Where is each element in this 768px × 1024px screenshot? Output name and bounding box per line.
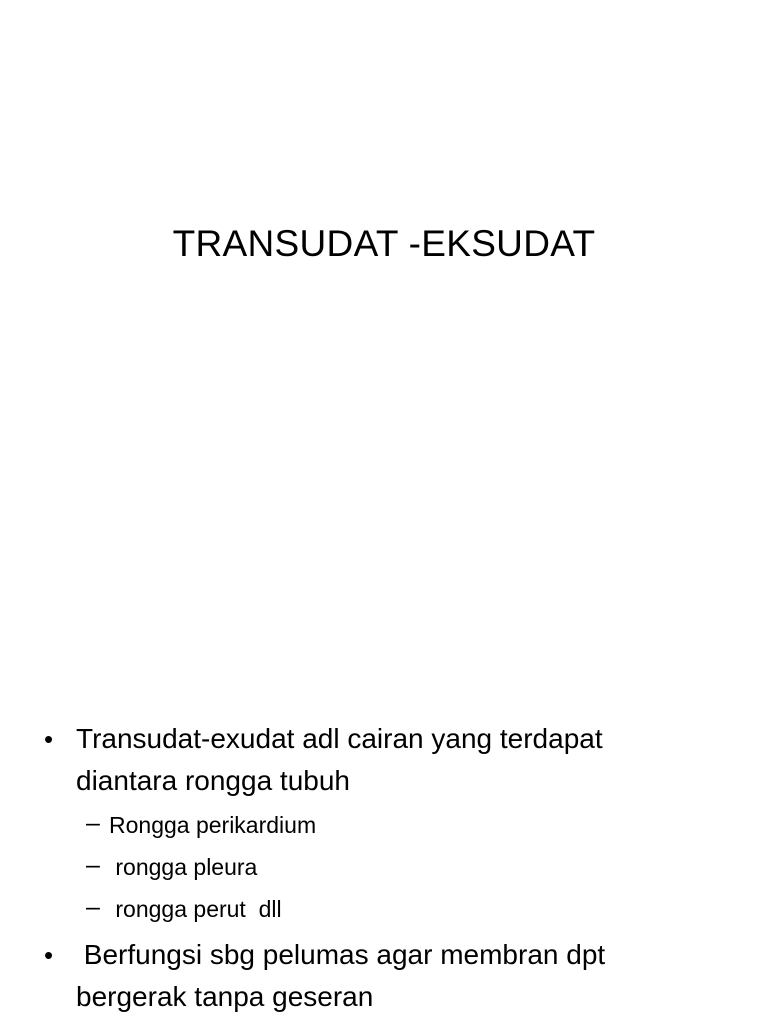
bullet-icon: •	[44, 940, 54, 970]
sub-bullet-text: Rongga perikardium	[109, 812, 317, 838]
sub-bullet-item	[40, 804, 740, 846]
dash-icon: –	[86, 851, 100, 879]
sub-bullet-text: rongga pleura	[109, 854, 258, 880]
bullet-text-line: Transudat-exudat adl cairan yang terdapat	[76, 723, 603, 754]
bullet-item	[40, 718, 740, 802]
sub-bullet-list	[40, 804, 740, 930]
sub-bullet-item	[40, 888, 740, 930]
dash-icon: –	[86, 893, 100, 921]
bullet-text-line: diantara rongga tubuh	[76, 765, 350, 796]
sub-bullet-item	[40, 846, 740, 888]
dash-icon: –	[86, 809, 100, 837]
sub-bullet-text: rongga perut dll	[109, 896, 282, 922]
bullet-item	[40, 934, 740, 1018]
bullet-text-line: Berfungsi sbg pelumas agar membran dpt	[76, 939, 606, 970]
slide-body	[40, 718, 740, 1018]
slide-title: TRANSUDAT -EKSUDAT	[172, 223, 596, 264]
bullet-icon: •	[44, 724, 54, 754]
bullet-text-line: bergerak tanpa geseran	[76, 981, 374, 1012]
